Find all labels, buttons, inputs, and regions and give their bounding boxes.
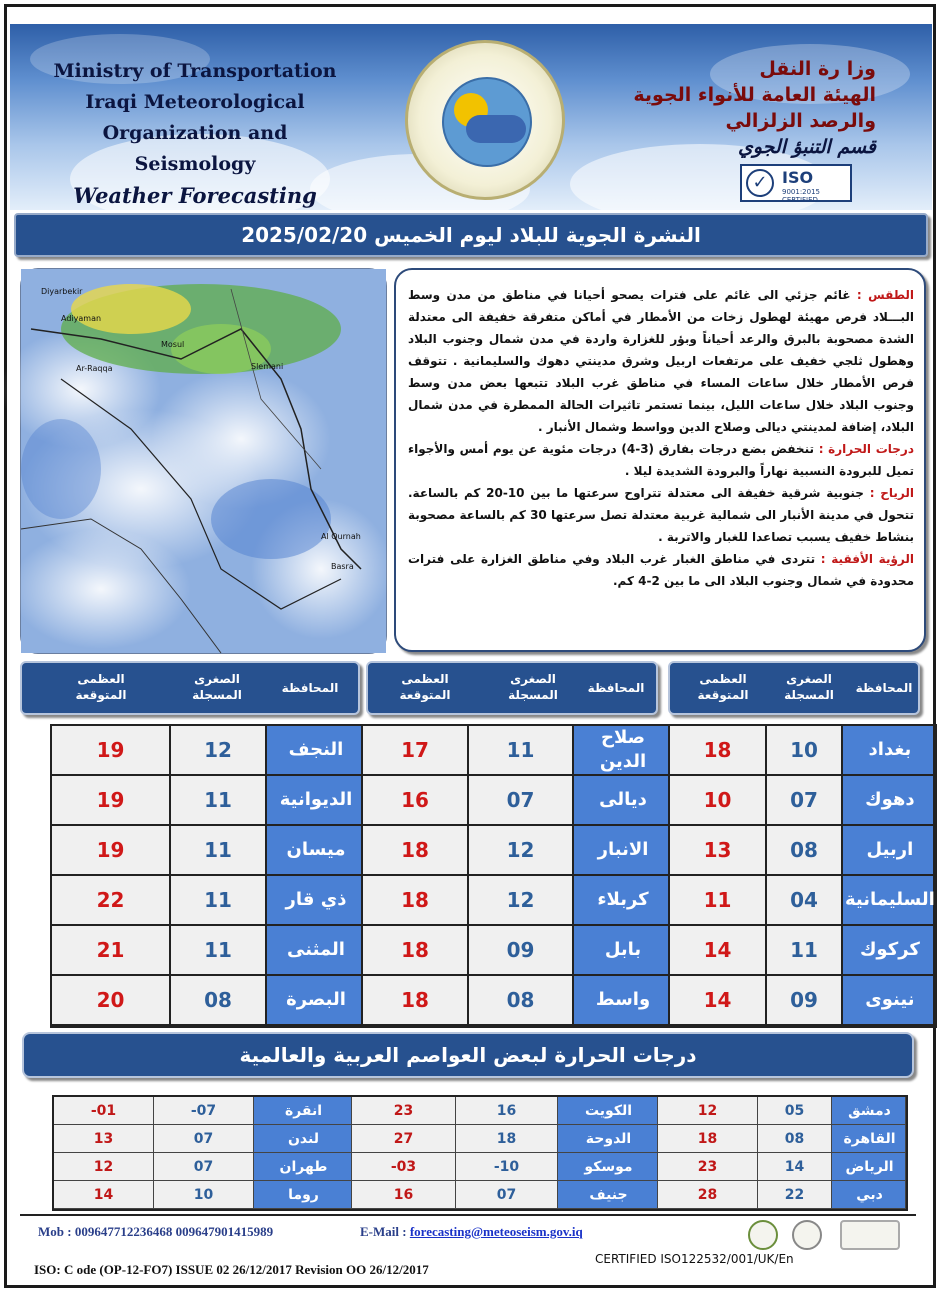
footer xyxy=(20,1214,916,1282)
min-temp-cell: 12 xyxy=(171,726,267,776)
governorates-table xyxy=(50,724,937,1028)
governorate-row xyxy=(52,726,935,776)
max-temp-cell: 23 xyxy=(352,1097,456,1125)
location-name-cell: البصرة xyxy=(267,976,363,1026)
max-temp-cell: 18 xyxy=(363,926,469,976)
map-label: Diyarbekir xyxy=(41,287,83,296)
min-temp-cell: 08 xyxy=(171,976,267,1026)
min-temp-cell: 10 xyxy=(154,1181,254,1209)
visibility-label: الرؤية الأفقية : xyxy=(820,552,915,566)
location-name-cell: النجف xyxy=(267,726,363,776)
max-temp-cell: 16 xyxy=(363,776,469,826)
min-temp-cell: 04 xyxy=(767,876,843,926)
iso-badge: ✓ ISO 9001:2015 CERTIFIED xyxy=(740,164,852,202)
location-name-cell: الكويت xyxy=(558,1097,658,1125)
location-name-cell: دبي xyxy=(832,1181,906,1209)
location-name-cell: القاهرة xyxy=(832,1125,906,1153)
location-name-cell: بابل xyxy=(574,926,670,976)
capitals-title: درجات الحرارة لبعض العواصم العربية والعالمية xyxy=(239,1043,697,1067)
location-name-cell: جنيف xyxy=(558,1181,658,1209)
max-temp-cell: 19 xyxy=(52,726,171,776)
map-label: Slemani xyxy=(251,362,284,371)
header-banner xyxy=(10,24,932,210)
min-temp-cell: 08 xyxy=(758,1125,832,1153)
location-name-cell: ديالى xyxy=(574,776,670,826)
header-arabic xyxy=(596,56,876,160)
location-name-cell: الديوانية xyxy=(267,776,363,826)
satellite-map xyxy=(20,268,387,654)
location-name-cell: دهوك xyxy=(843,776,935,826)
certified-number: CERTIFIED ISO122532/001/UK/En xyxy=(595,1252,794,1266)
governorate-row xyxy=(52,926,935,976)
max-temp-cell: 17 xyxy=(363,726,469,776)
capital-row xyxy=(54,1097,906,1125)
temperature-text: تنخفض بضع درجات بفارق (3-4) درجات مئوية عن يوم أمس والأجواء تميل للبرودة النسبية نهاراً والبرودة الشديدة ليلا . xyxy=(408,442,914,478)
forecast-text xyxy=(408,284,914,592)
location-name-cell: المثنى xyxy=(267,926,363,976)
min-temp-cell: 07 xyxy=(469,776,574,826)
min-temp-cell: 11 xyxy=(171,876,267,926)
min-temp-cell: 12 xyxy=(469,876,574,926)
table-header-left: المحافظة الصغرى المسجلة العظمى المتوقعة xyxy=(20,661,360,715)
wind-text: جنوبية شرقية خفيفة الى معتدلة تتراوح سرعتها ما بين 10-20 كم بالساعة. تتحول في مدينة الأنبار الى شمالية غربية معتدلة تصل سرعتها 30 كم بالساعة مصحوبة بنشاط خفيف يسبب تصاعدا للغبار والاتربة . xyxy=(408,486,914,544)
min-temp-cell: 11 xyxy=(469,726,574,776)
location-name-cell: ميسان xyxy=(267,826,363,876)
min-temp-cell: -07 xyxy=(154,1097,254,1125)
max-temp-cell: 13 xyxy=(670,826,767,876)
table-header-right: المحافظة الصغرى المسجلة العظمى المتوقعة xyxy=(668,661,920,715)
certification-seal-icon xyxy=(748,1220,778,1250)
max-temp-cell: 12 xyxy=(54,1153,154,1181)
min-temp-cell: 11 xyxy=(171,826,267,876)
max-temp-cell: 23 xyxy=(658,1153,758,1181)
max-temp-cell: 19 xyxy=(52,826,171,876)
min-temp-cell: 12 xyxy=(469,826,574,876)
accreditation-seal-icon xyxy=(792,1220,822,1250)
max-temp-cell: 10 xyxy=(670,776,767,826)
ministry-name-en: Ministry of Transportation xyxy=(53,60,337,82)
org-name-ar-2: والرصد الزلزالي xyxy=(725,110,876,132)
logo-sun-cloud-icon xyxy=(442,77,532,167)
org-name-en-2: Organization and Seismology xyxy=(102,122,288,175)
email-line: E-Mail : forecasting@meteoseism.gov.iq xyxy=(360,1224,583,1239)
dept-name-en: Weather Forecasting xyxy=(73,183,317,208)
wind-label: الرياح : xyxy=(869,486,914,500)
min-temp-cell: 11 xyxy=(171,776,267,826)
location-name-cell: كربلاء xyxy=(574,876,670,926)
min-temp-cell: 18 xyxy=(456,1125,558,1153)
location-name-cell: كركوك xyxy=(843,926,935,976)
location-name-cell: انقرة xyxy=(254,1097,352,1125)
capital-row xyxy=(54,1181,906,1209)
max-temp-cell: -03 xyxy=(352,1153,456,1181)
max-temp-cell: 14 xyxy=(670,926,767,976)
certifier-logo-icon xyxy=(840,1220,900,1250)
governorate-row xyxy=(52,976,935,1026)
location-name-cell: لندن xyxy=(254,1125,352,1153)
location-name-cell: دمشق xyxy=(832,1097,906,1125)
location-name-cell: صلاح الدين xyxy=(574,726,670,776)
max-temp-cell: 18 xyxy=(363,826,469,876)
location-name-cell: الانبار xyxy=(574,826,670,876)
min-temp-cell: 09 xyxy=(469,926,574,976)
max-temp-cell: 11 xyxy=(670,876,767,926)
min-temp-cell: 09 xyxy=(767,976,843,1026)
table-header-middle: المحافظة الصغرى المسجلة العظمى المتوقعة xyxy=(366,661,658,715)
location-name-cell: واسط xyxy=(574,976,670,1026)
min-temp-cell: 16 xyxy=(456,1097,558,1125)
max-temp-cell: 20 xyxy=(52,976,171,1026)
location-name-cell: موسكو xyxy=(558,1153,658,1181)
org-name-en-1: Iraqi Meteorological xyxy=(85,91,305,113)
location-name-cell: الرياض xyxy=(832,1153,906,1181)
max-temp-cell: 21 xyxy=(52,926,171,976)
map-label: Al Qurnah xyxy=(321,532,361,541)
location-name-cell: الدوحة xyxy=(558,1125,658,1153)
max-temp-cell: 28 xyxy=(658,1181,758,1209)
bulletin-title: النشرة الجوية للبلاد ليوم الخميس 2025/02/20 xyxy=(241,223,701,247)
capitals-title-bar xyxy=(22,1032,914,1078)
max-temp-cell: 13 xyxy=(54,1125,154,1153)
capital-row xyxy=(54,1153,906,1181)
org-logo xyxy=(405,40,565,200)
min-temp-cell: 22 xyxy=(758,1181,832,1209)
max-temp-cell: 12 xyxy=(658,1097,758,1125)
weather-label: الطقس : xyxy=(856,288,915,302)
forecast-text-box xyxy=(394,268,926,652)
min-temp-cell: 08 xyxy=(469,976,574,1026)
governorate-row xyxy=(52,776,935,826)
satellite-map-image xyxy=(21,269,386,653)
location-name-cell: روما xyxy=(254,1181,352,1209)
location-name-cell: ذي قار xyxy=(267,876,363,926)
min-temp-cell: 11 xyxy=(171,926,267,976)
location-name-cell: السليمانية xyxy=(843,876,935,926)
check-icon: ✓ xyxy=(746,169,774,197)
max-temp-cell: 18 xyxy=(658,1125,758,1153)
max-temp-cell: 27 xyxy=(352,1125,456,1153)
capital-row xyxy=(54,1125,906,1153)
max-temp-cell: 16 xyxy=(352,1181,456,1209)
min-temp-cell: 07 xyxy=(154,1125,254,1153)
max-temp-cell: 18 xyxy=(363,976,469,1026)
location-name-cell: نينوى xyxy=(843,976,935,1026)
max-temp-cell: 22 xyxy=(52,876,171,926)
min-temp-cell: -10 xyxy=(456,1153,558,1181)
min-temp-cell: 07 xyxy=(154,1153,254,1181)
governorate-row xyxy=(52,876,935,926)
min-temp-cell: 07 xyxy=(456,1181,558,1209)
map-label: Mosul xyxy=(161,340,185,349)
min-temp-cell: 08 xyxy=(767,826,843,876)
weather-text: غائم جزئي الى غائم على فترات يصحو أحيانا في مناطق من مدن وسط البـــلاد فرص مهيئة لهطول زخات من الأمطار في أماكن متفرقة خفيفة الى معتدلة الشدة مصحوبة بالبرق والرعد أحياناً وبؤر للغزارة واردة في مدن شمال وجنوب البلاد وهطول ثلجي خفيف على مرتفعات اربيل وشرق مدينتي دهوك والسليمانية . تتوقف فرص الأمطار خلال ساعات المساء في مناطق غرب البلاد تتبعها بعض مدن وسط وجنوب البلاد خلال ساعات الليل، بينما تستمر تاثيرات الحالة الممطرة في مدن شمال البلاد، إضافة لمدينتي ديالى وصلاح الدين وواسط وشمال الأنبار . xyxy=(408,288,914,434)
max-temp-cell: 14 xyxy=(670,976,767,1026)
visibility-text: تتردى في مناطق الغبار غرب البلاد وفي مناطق الغزارة على فترات محدودة في شمال وجنوب البلاد الى ما بين 2-4 كم. xyxy=(408,552,914,588)
location-name-cell: طهران xyxy=(254,1153,352,1181)
mobile-numbers: Mob : 009647712236468 009647901415989 xyxy=(38,1224,274,1239)
org-name-ar-1: الهيئة العامة للأنواء الجوية xyxy=(633,84,876,106)
bulletin-title-bar xyxy=(14,213,928,257)
iso-code-line: ISO: C ode (OP-12-FO7) ISSUE 02 26/12/2017 Revision OO 26/12/2017 xyxy=(34,1262,429,1277)
ministry-name-ar: وزا رة النقل xyxy=(759,58,876,80)
email-link[interactable]: forecasting@meteoseism.gov.iq xyxy=(409,1224,583,1239)
governorate-row xyxy=(52,826,935,876)
min-temp-cell: 14 xyxy=(758,1153,832,1181)
min-temp-cell: 10 xyxy=(767,726,843,776)
capitals-table xyxy=(52,1095,908,1211)
max-temp-cell: 14 xyxy=(54,1181,154,1209)
map-label: Adiyaman xyxy=(61,314,102,323)
map-label: Basra xyxy=(331,562,354,571)
max-temp-cell: -01 xyxy=(54,1097,154,1125)
min-temp-cell: 07 xyxy=(767,776,843,826)
temperature-label: درجات الحرارة : xyxy=(818,442,914,456)
max-temp-cell: 18 xyxy=(363,876,469,926)
location-name-cell: اربيل xyxy=(843,826,935,876)
max-temp-cell: 18 xyxy=(670,726,767,776)
min-temp-cell: 11 xyxy=(767,926,843,976)
min-temp-cell: 05 xyxy=(758,1097,832,1125)
map-label: Ar-Raqqa xyxy=(76,364,113,373)
max-temp-cell: 19 xyxy=(52,776,171,826)
dept-name-ar: قسم التنبؤ الجوي xyxy=(737,136,876,158)
location-name-cell: بغداد xyxy=(843,726,935,776)
